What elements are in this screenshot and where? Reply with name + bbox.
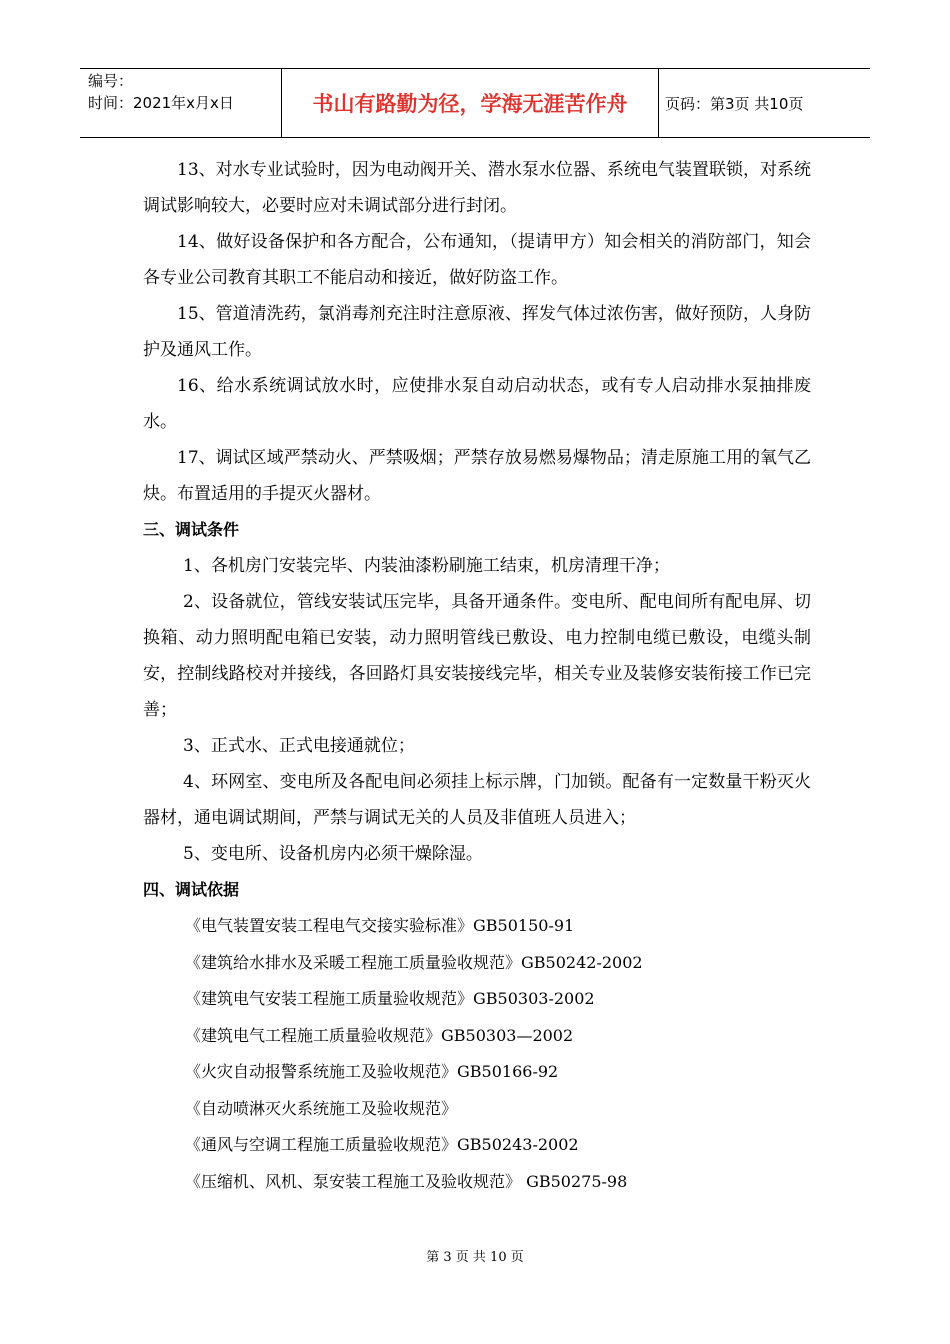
reference-item: 《压缩机、风机、泵安装工程施工及验收规范》 GB50275-98 bbox=[185, 1171, 628, 1191]
header-motto: 书山有路勤为径，学海无涯苦作舟 bbox=[282, 69, 659, 137]
document-body bbox=[143, 152, 811, 1200]
document-number-label: 编号： bbox=[88, 72, 134, 90]
section-heading-basis: 四、调试依据 bbox=[143, 880, 240, 899]
paragraph-item-15: 15、管道清洗药，氯消毒剂充注时注意原液、挥发气体过浓伤害，做好预防，人身防护及通风工作。 bbox=[143, 304, 811, 360]
condition-item-4: 4、环网室、变电所及各配电间必须挂上标示牌，门加锁。配备有一定数量干粉灭火器材，通电调试期间，严禁与调试无关的人员及非值班人员进入； bbox=[143, 772, 811, 828]
reference-item: 《自动喷淋灭火系统施工及验收规范》 bbox=[185, 1098, 458, 1118]
document-time-label: 时间：2021年x月x日 bbox=[88, 94, 234, 112]
condition-item-5: 5、变电所、设备机房内必须干燥除湿。 bbox=[183, 844, 483, 864]
reference-item: 《建筑给水排水及采暖工程施工质量验收规范》GB50242-2002 bbox=[185, 952, 643, 972]
section-heading-conditions: 三、调试条件 bbox=[143, 520, 240, 539]
paragraph-item-16: 16、给水系统调试放水时，应使排水泵自动启动状态，或有专人启动排水泵抽排废水。 bbox=[143, 376, 811, 432]
reference-item: 《建筑电气安装工程施工质量验收规范》GB50303-2002 bbox=[185, 989, 595, 1008]
header-page-info: 页码：第3页 共10页 bbox=[665, 94, 804, 113]
condition-item-3: 3、正式水、正式电接通就位； bbox=[183, 736, 415, 756]
condition-item-2: 2、设备就位，管线安装试压完毕，具备开通条件。变电所、配电间所有配电屏、切换箱、动力照明配电箱已安装，动力照明管线已敷设、电力控制电缆已敷设，电缆头制安，控制线路校对并接线，各回路灯具安装接线完毕，相关专业及装修安装衔接工作已完善； bbox=[143, 592, 811, 720]
reference-item: 《建筑电气工程施工质量验收规范》GB50303—2002 bbox=[185, 1025, 574, 1045]
paragraph-item-13: 13、对水专业试验时，因为电动阀开关、潜水泵水位器、系统电气装置联锁，对系统调试影响较大，必要时应对未调试部分进行封闭。 bbox=[143, 160, 811, 216]
paragraph-item-14: 14、做好设备保护和各方配合，公布通知，（提请甲方）知会相关的消防部门，知会各专业公司教育其职工不能启动和接近，做好防盗工作。 bbox=[143, 232, 811, 288]
reference-item: 《通风与空调工程施工质量验收规范》GB50243-2002 bbox=[185, 1135, 579, 1154]
page-footer: 第 3 页 共 10 页 bbox=[426, 1250, 524, 1265]
header-meta bbox=[80, 69, 282, 137]
reference-item: 《电气装置安装工程电气交接实验标准》GB50150-91 bbox=[185, 916, 575, 935]
reference-item: 《火灾自动报警系统施工及验收规范》GB50166-92 bbox=[185, 1062, 559, 1081]
page-header bbox=[80, 68, 870, 138]
condition-item-1: 1、各机房门安装完毕、内装油漆粉刷施工结束，机房清理干净； bbox=[183, 556, 670, 576]
paragraph-item-17: 17、调试区域严禁动火、严禁吸烟；严禁存放易燃易爆物品；清走原施工用的氧气乙炔。布置适用的手提灭火器材。 bbox=[143, 448, 811, 504]
